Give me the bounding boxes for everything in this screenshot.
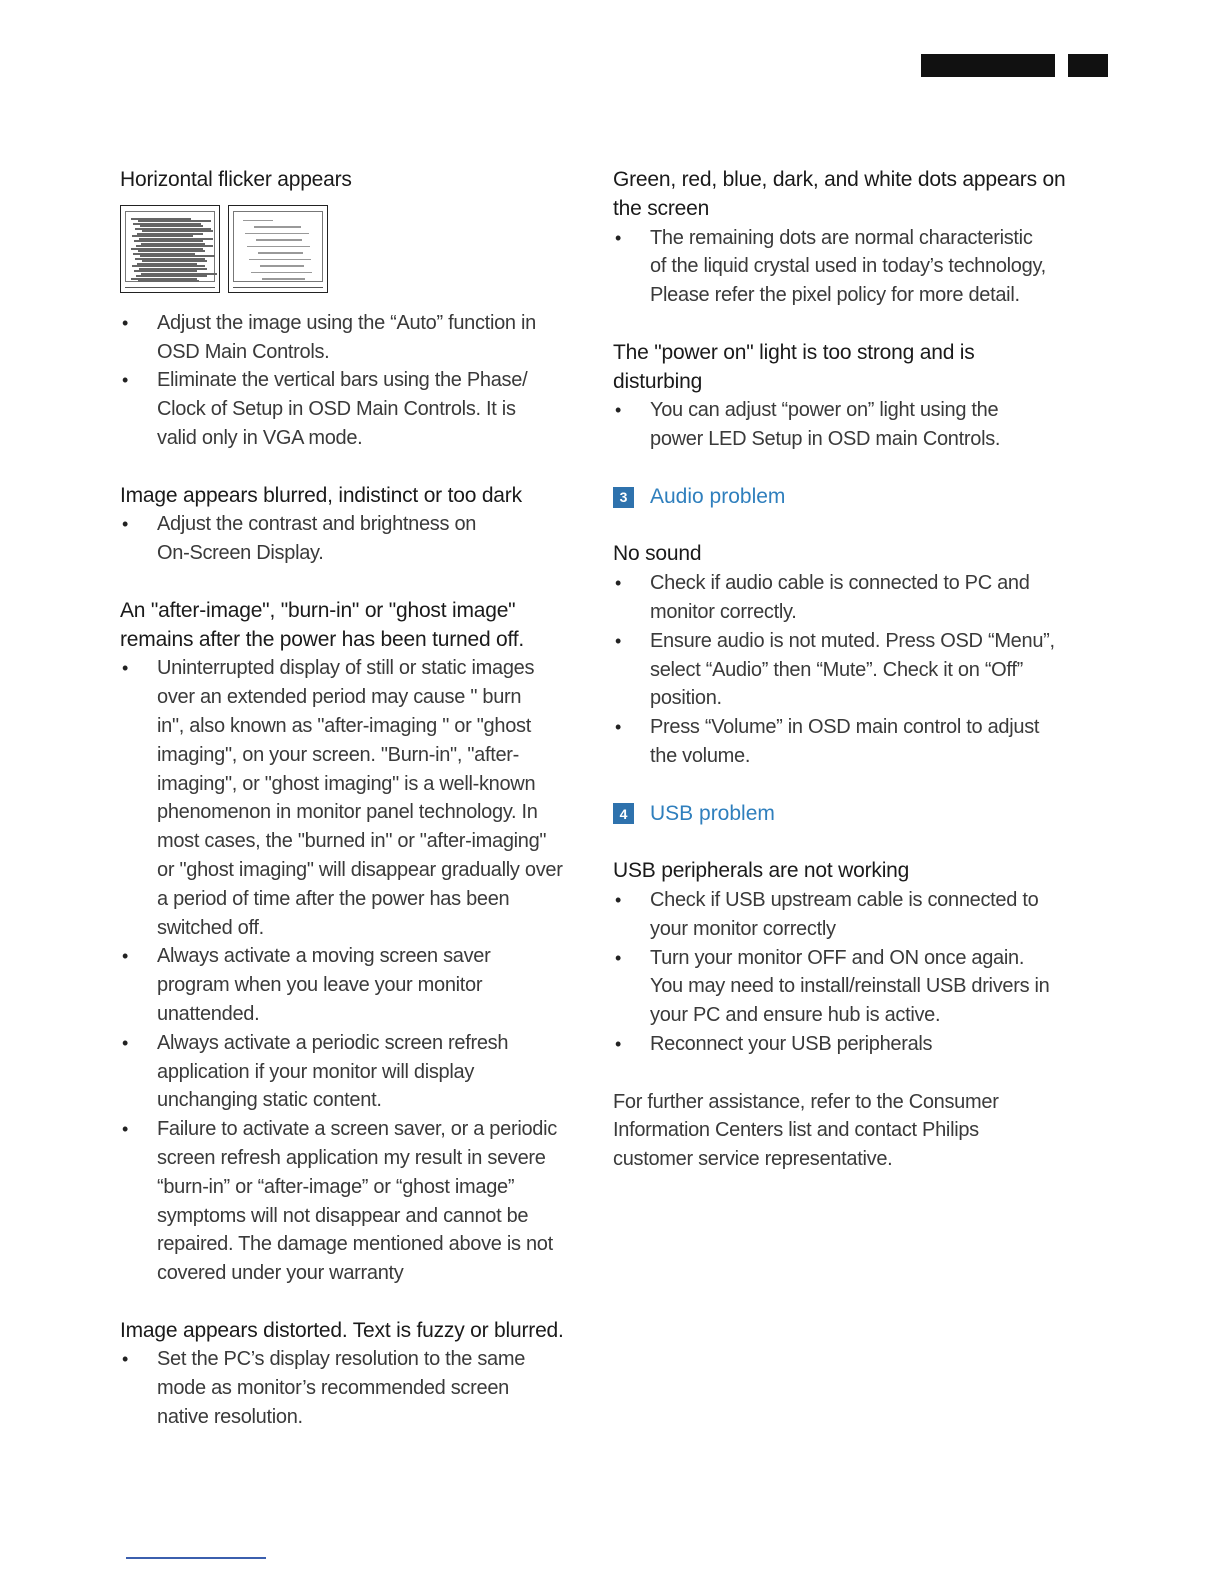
heading-line: No sound xyxy=(613,542,702,566)
screen-line xyxy=(262,278,305,280)
bullet-text-line: symptoms will not disappear and cannot be xyxy=(157,1204,529,1227)
bullet-text-line: Set the PC’s display resolution to the same xyxy=(157,1348,526,1371)
bullet-text-line: Ensure audio is not muted. Press OSD “Menu”, xyxy=(650,629,1055,652)
bullet-text-line: monitor correctly. xyxy=(650,600,797,623)
bullet-icon: • xyxy=(615,947,622,968)
bullet-text-line: Please refer the pixel policy for more detail. xyxy=(650,284,1020,307)
bullet-list xyxy=(613,224,1093,310)
screen-line xyxy=(251,272,312,274)
bullet-item xyxy=(613,396,1093,454)
subheading xyxy=(613,339,1093,397)
header-bar-page xyxy=(1068,54,1108,77)
screen-line xyxy=(258,252,303,254)
bullet-text-line: the volume. xyxy=(650,744,751,767)
bullet-text-line: covered under your warranty xyxy=(157,1262,404,1285)
bullet-text-line: Uninterrupted display of still or static images xyxy=(157,657,535,680)
bullet-icon: • xyxy=(615,400,622,421)
screen-line xyxy=(245,233,309,235)
bullet-icon: • xyxy=(615,573,622,594)
bullet-text-line: of the liquid crystal used in today’s technology, xyxy=(650,255,1046,278)
bullet-text-line: Reconnect your USB peripherals xyxy=(650,1032,933,1055)
bullet-text-line: select “Audio” then “Mute”. Check it on “Off” xyxy=(650,658,1023,681)
bullet-text-line: phenomenon in monitor panel technology. In xyxy=(157,801,538,824)
heading-line: USB peripherals are not working xyxy=(613,859,910,883)
bullet-text-line: Check if audio cable is connected to PC and xyxy=(650,572,1030,595)
bullet-text-line: imaging", on your screen. "Burn-in", "after- xyxy=(157,743,520,766)
bullet-item xyxy=(120,1029,600,1115)
heading-line: Image appears distorted. Text is fuzzy or blurred. xyxy=(120,1318,564,1342)
heading-line: Green, red, blue, dark, and white dots appears on xyxy=(613,168,1066,191)
bullet-text-line: valid only in VGA mode. xyxy=(157,426,363,449)
footer-rule xyxy=(126,1557,266,1559)
bullet-icon: • xyxy=(122,1032,129,1053)
screen-line xyxy=(243,220,273,222)
heading-line: remains after the power has been turned off. xyxy=(120,627,525,651)
bullet-text-line: unattended. xyxy=(157,1002,260,1025)
bullet-icon: • xyxy=(122,312,129,333)
bullet-list xyxy=(613,396,1093,454)
bullet-icon: • xyxy=(122,1119,129,1140)
left-column xyxy=(120,166,600,1461)
bullet-text-line: in", also known as "after-imaging " or "ghost xyxy=(157,714,531,737)
section-heading-4 xyxy=(613,800,1093,829)
bullet-text-line: Failure to activate a screen saver, or a periodic xyxy=(157,1118,557,1141)
flicker-illustration xyxy=(120,205,600,293)
bullet-text-line: most cases, the "burned in" or "after-imaging" xyxy=(157,830,547,853)
bullet-item xyxy=(120,942,600,1028)
heading-line: the screen xyxy=(613,196,710,220)
paragraph-line: customer service representative. xyxy=(613,1148,893,1171)
header-bar-chapter xyxy=(921,54,1055,77)
screen-base xyxy=(233,287,323,288)
bullet-text-line: Press “Volume” in OSD main control to adjust xyxy=(650,716,1040,739)
bullet-text-line: unchanging static content. xyxy=(157,1089,382,1112)
bullet-text-line: position. xyxy=(650,687,722,710)
bullet-text-line: Eliminate the vertical bars using the Phase/ xyxy=(157,369,528,392)
screen-base xyxy=(125,287,215,288)
bullet-item xyxy=(120,510,600,568)
bullet-text-line: screen refresh application my result in severe xyxy=(157,1146,546,1169)
bullet-text-line: your PC and ensure hub is active. xyxy=(650,1004,941,1027)
heading-line: disturbing xyxy=(613,369,703,393)
bullet-text-line: a period of time after the power has been xyxy=(157,887,510,910)
bullet-list xyxy=(120,510,600,568)
bullet-text-line: program when you leave your monitor xyxy=(157,974,483,997)
heading xyxy=(120,1317,600,1346)
section-title: Audio problem xyxy=(650,485,786,509)
bullet-text-line: “burn-in” or “after-image” or “ghost image” xyxy=(157,1175,515,1198)
bullet-list xyxy=(613,569,1093,771)
section-number-badge: 3 xyxy=(613,487,634,508)
bullet-item xyxy=(613,944,1093,1030)
bullet-text-line: Adjust the image using the “Auto” function in xyxy=(157,311,536,334)
bullet-icon: • xyxy=(615,630,622,651)
bullet-text-line: OSD Main Controls. xyxy=(157,340,330,363)
heading-line: An "after-image", "burn-in" or "ghost image" xyxy=(120,598,516,622)
bullet-text-line: application if your monitor will display xyxy=(157,1060,475,1083)
bullet-text-line: The remaining dots are normal characteristic xyxy=(650,226,1033,249)
bullet-icon: • xyxy=(615,1033,622,1054)
subheading xyxy=(613,540,1093,569)
bullet-text-line: Clock of Setup in OSD Main Controls. It is xyxy=(157,398,516,421)
bullet-text-line: You can adjust “power on” light using the xyxy=(650,399,999,422)
bullet-item xyxy=(613,713,1093,771)
screen-line xyxy=(249,259,311,261)
section-heading-3 xyxy=(613,483,1093,512)
section-number-badge: 4 xyxy=(613,803,634,824)
bullet-icon: • xyxy=(122,514,129,535)
heading xyxy=(120,597,600,655)
bullet-item xyxy=(120,309,600,367)
bullet-item xyxy=(120,1345,600,1431)
subheading xyxy=(613,857,1093,886)
normal-screen-image xyxy=(228,205,328,293)
screen-line xyxy=(260,265,304,267)
bullet-item xyxy=(613,627,1093,713)
bullet-item xyxy=(120,366,600,452)
screen-line xyxy=(247,246,310,248)
assistance-paragraph xyxy=(613,1088,1093,1174)
screen-line xyxy=(254,226,301,228)
heading xyxy=(120,482,600,511)
bullet-icon: • xyxy=(122,658,129,679)
bullet-text-line: switched off. xyxy=(157,916,264,939)
paragraph-line: Information Centers list and contact Philips xyxy=(613,1119,979,1142)
bullet-text-line: repaired. The damage mentioned above is not xyxy=(157,1233,553,1256)
bullet-text-line: your monitor correctly xyxy=(650,917,836,940)
bullet-list xyxy=(120,654,600,1288)
bullet-text-line: power LED Setup in OSD main Controls. xyxy=(650,428,1001,451)
bullet-item xyxy=(613,1030,1093,1059)
bullet-icon: • xyxy=(615,717,622,738)
bullet-text-line: mode as monitor’s recommended screen xyxy=(157,1377,509,1400)
flicker-screen-image xyxy=(120,205,220,293)
bullet-list xyxy=(120,1345,600,1431)
right-column xyxy=(613,166,1093,1203)
bullet-item xyxy=(120,1115,600,1288)
bullet-text-line: or "ghost imaging" will disappear gradually over xyxy=(157,858,563,881)
bullet-text-line: Adjust the contrast and brightness on xyxy=(157,513,477,536)
paragraph-line: For further assistance, refer to the Consumer xyxy=(613,1090,999,1113)
screen-line xyxy=(138,280,199,282)
bullet-list xyxy=(613,886,1093,1059)
bullet-text-line: Always activate a moving screen saver xyxy=(157,945,491,968)
bullet-text-line: Check if USB upstream cable is connected to xyxy=(650,888,1039,911)
screen-line xyxy=(256,239,302,241)
bullet-icon: • xyxy=(122,946,129,967)
bullet-text-line: native resolution. xyxy=(157,1406,303,1429)
bullet-text-line: On-Screen Display. xyxy=(157,542,324,565)
bullet-item xyxy=(613,886,1093,944)
bullet-list xyxy=(120,309,600,453)
bullet-icon: • xyxy=(615,227,622,248)
bullet-icon: • xyxy=(122,1349,129,1370)
bullet-text-line: over an extended period may cause " burn xyxy=(157,686,522,709)
heading-line: The "power on" light is too strong and is xyxy=(613,340,975,364)
heading-line: Horizontal flicker appears xyxy=(120,168,352,191)
bullet-item xyxy=(613,569,1093,627)
bullet-text-line: imaging", or "ghost imaging" is a well-known xyxy=(157,772,536,795)
bullet-item xyxy=(120,654,600,942)
bullet-text-line: Always activate a periodic screen refresh xyxy=(157,1031,509,1054)
heading xyxy=(120,166,600,195)
bullet-icon: • xyxy=(122,370,129,391)
heading-line: Image appears blurred, indistinct or too dark xyxy=(120,483,522,507)
bullet-item xyxy=(613,224,1093,310)
section-title: USB problem xyxy=(650,801,775,825)
subheading xyxy=(613,166,1093,224)
bullet-text-line: Turn your monitor OFF and ON once again. xyxy=(650,946,1025,969)
bullet-text-line: You may need to install/reinstall USB drivers in xyxy=(650,975,1050,998)
bullet-icon: • xyxy=(615,889,622,910)
